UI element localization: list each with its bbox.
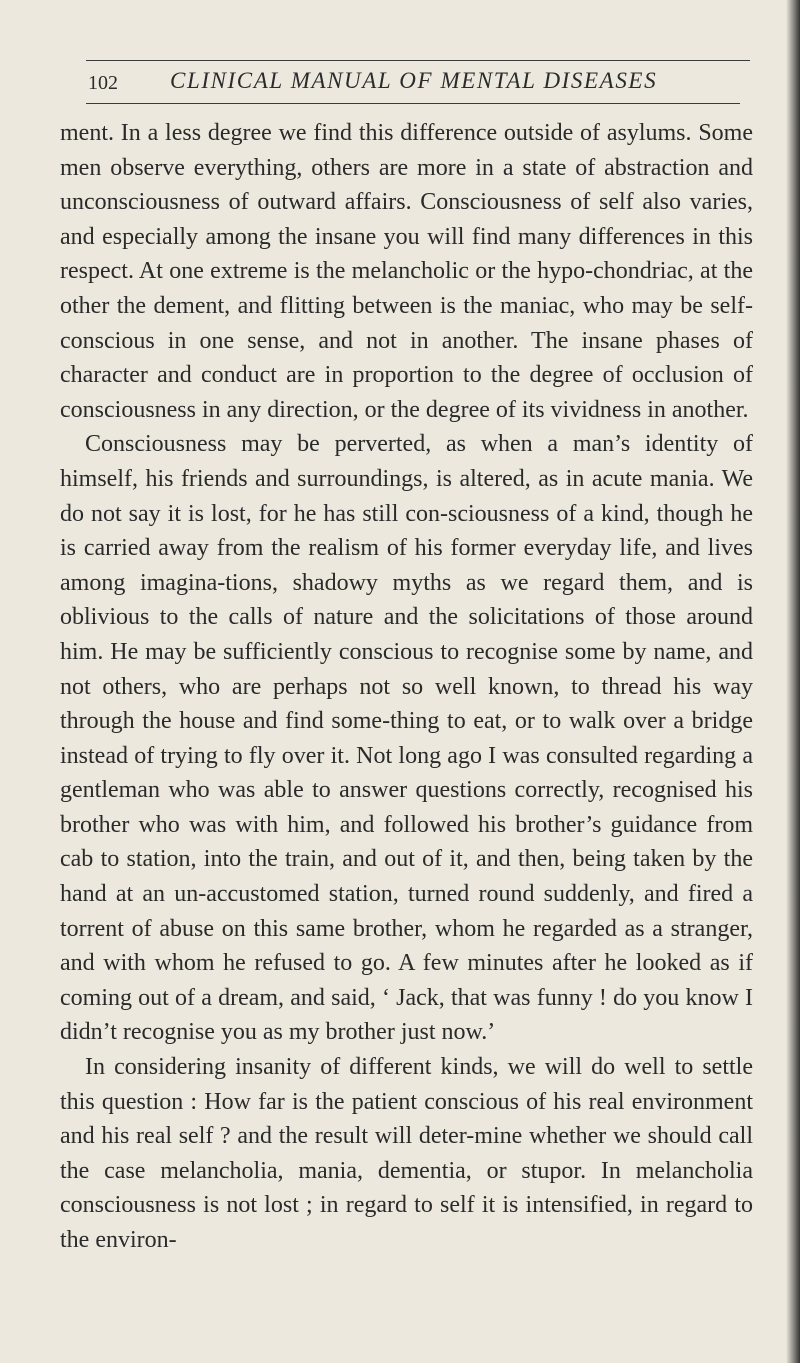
header-rule-bottom [86,103,740,104]
page-edge-shadow [786,0,800,1363]
body-text [60,116,753,1258]
page-header [0,0,800,100]
paragraph-1: ment. In a less degree we find this difference outside of asylums. Some men observe everything, others are more in a state of abstraction and unconsciousness of outward affairs. Consciousness of self also varies, and especially among the insane you will find many differences in this respect. At one extreme is the melancholic or the hypo-chondriac, at the other the dement, and flitting between is the maniac, who may be self-conscious in one sense, and not in another. The insane phases of character and conduct are in proportion to the degree of occlusion of consciousness in any direction, or the degree of its vividness in another. [60,120,753,423]
header-rule-top [86,60,750,61]
page-number: 102 [88,72,118,94]
paragraph-3: In considering insanity of different kinds, we will do well to settle this question : How far is the patient conscious of his real environment and his real self ? and the result will deter-mine whether we should call the case melancholia, mania, dementia, or stupor. In melancholia consciousness is not lost ; in regard to self it is intensified, in regard to the environ- [60,1054,753,1253]
running-title: CLINICAL MANUAL OF MENTAL DISEASES [170,68,658,93]
paragraph-2: Consciousness may be perverted, as when a man’s identity of himself, his friends and surroundings, is altered, as in acute mania. We do not say it is lost, for he has still con-sciousness of a kind, though he is carried away from the realism of his former everyday life, and lives among imagina-tions, shadowy myths as we regard them, and is oblivious to the calls of nature and the solicitations of those around him. He may be sufficiently conscious to recognise some by name, and not others, who are perhaps not so well known, to thread his way through the house and find some-thing to eat, or to walk over a bridge instead of trying to fly over it. Not long ago I was consulted regarding a gentleman who was able to answer questions correctly, recognised his brother who was with him, and followed his brother’s guidance from cab to station, into the train, and out of it, and then, being taken by the hand at an un-accustomed station, turned round suddenly, and fired a torrent of abuse on this same brother, whom he regarded as a stranger, and with whom he refused to go. A few minutes after he looked as if coming out of a dream, and said, ‘ Jack, that was funny ! do you know I didn’t recognise you as my brother just now.’ [60,431,753,1046]
